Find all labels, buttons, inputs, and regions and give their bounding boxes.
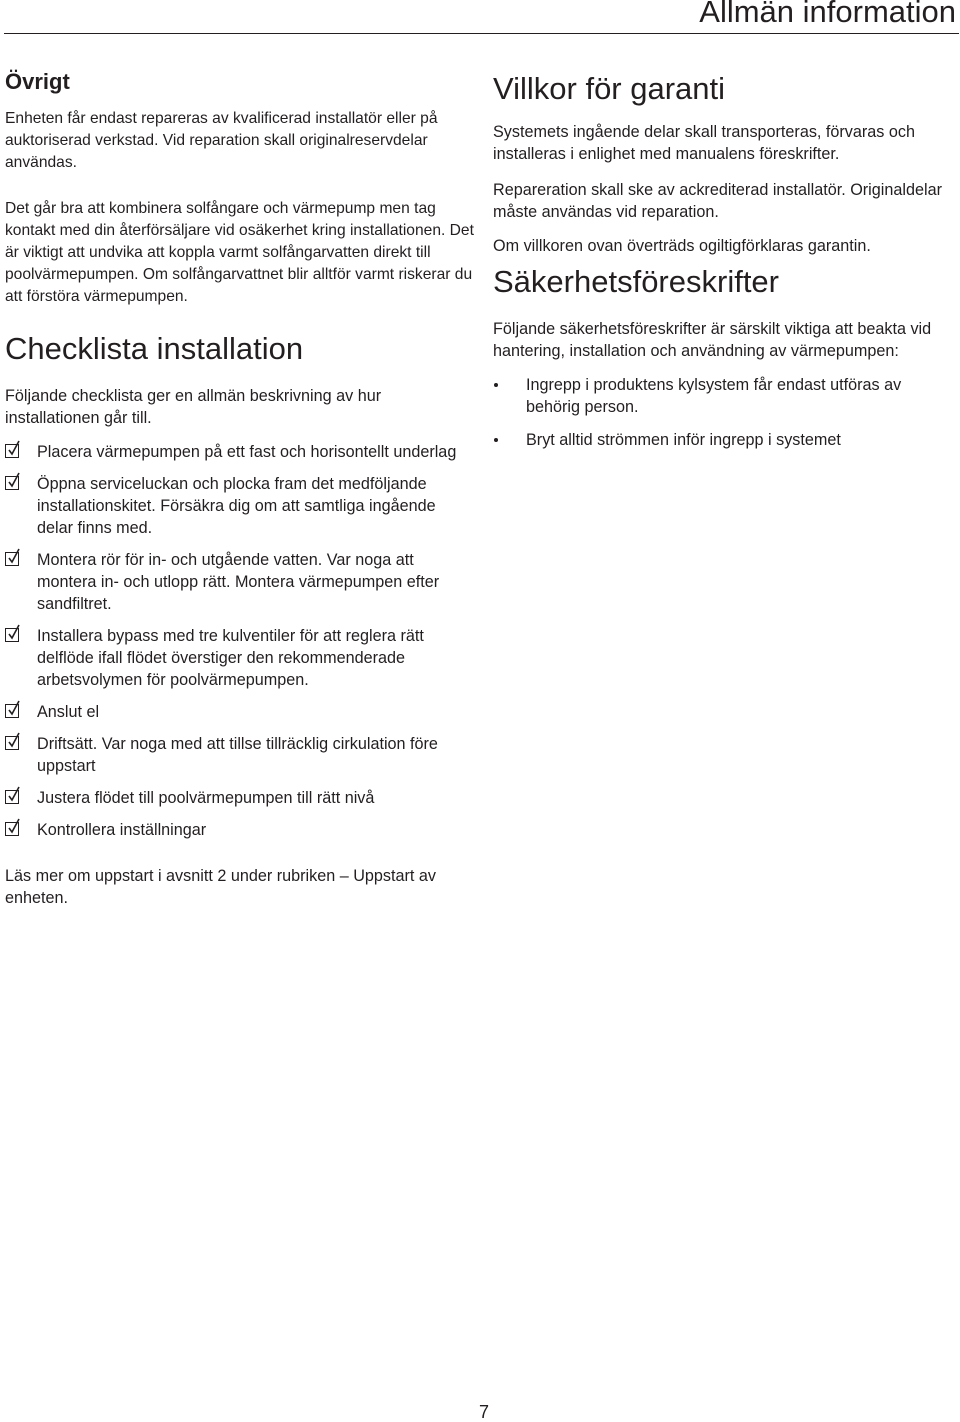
ovrigt-paragraph-1: Enheten får endast repareras av kvalificerad installatör eller på auktoriserad verkstad. Vid reparation skall originalreservdelar användas.	[5, 110, 438, 172]
bullet-icon	[494, 383, 498, 387]
checklist-item-text: Anslut el	[37, 703, 100, 722]
checklist-item-text: Öppna serviceluckan och plocka fram det medföljande installationskitet. Försäkra dig om att samtliga ingående delar finns med.	[37, 475, 436, 538]
checkbox-checked-icon	[5, 628, 19, 642]
garanti-heading: Villkor för garanti	[493, 71, 726, 106]
checkbox-checked-icon	[5, 552, 19, 566]
checkbox-checked-icon	[5, 736, 19, 750]
checklist-item	[5, 441, 475, 463]
sakerhet-heading: Säkerhetsföreskrifter	[493, 264, 779, 300]
checklist-item-text: Placera värmepumpen på ett fast och horisontellt underlag	[37, 443, 457, 462]
garanti-paragraph-3: Om villkoren ovan överträds ogiltigförklaras garantin.	[493, 237, 871, 256]
sakerhet-intro: Följande säkerhetsföreskrifter är särskilt viktiga att beakta vid hantering, installation och användning av värmepumpen:	[493, 320, 932, 361]
checklist-item	[5, 473, 475, 539]
checklista-heading: Checklista installation	[5, 331, 304, 367]
checklista-outro: Läs mer om uppstart i avsnitt 2 under rubriken – Uppstart av enheten.	[5, 867, 436, 908]
checklista-intro: Följande checklista ger en allmän beskrivning av hur installationen går till.	[5, 387, 382, 428]
header-title: Allmän information	[699, 0, 956, 29]
sakerhet-list-item-text: Ingrepp i produktens kylsystem får endast utföras av behörig person.	[526, 376, 902, 417]
sakerhet-list-item	[493, 374, 955, 418]
checklist-item-text: Installera bypass med tre kulventiler för att reglera rätt delflöde ifall flödet överstiger den rekommenderade arbetsvolymen för poolvärmepumpen.	[37, 627, 424, 690]
sakerhet-list-item-text: Bryt alltid strömmen inför ingrepp i systemet	[526, 431, 841, 450]
checklist-item	[5, 549, 475, 615]
checkbox-checked-icon	[5, 476, 19, 490]
garanti-paragraph-1: Systemets ingående delar skall transporteras, förvaras och installeras i enlighet med manualens föreskrifter.	[493, 123, 915, 164]
checklist-item-text: Kontrollera inställningar	[37, 821, 207, 840]
page-number-text: 7	[478, 1402, 489, 1422]
header-rule	[4, 33, 959, 34]
checklist-item	[5, 625, 475, 691]
sakerhet-list	[493, 374, 955, 451]
checklist	[5, 441, 475, 841]
checklist-item-text: Montera rör för in- och utgående vatten. Var noga att montera in- och utlopp rätt. Montera värmepumpen efter sandfiltret.	[37, 551, 440, 614]
checkbox-checked-icon	[5, 790, 19, 804]
checklist-item	[5, 787, 475, 809]
garanti-paragraph-2: Repareration skall ske av ackrediterad installatör. Originaldelar måste användas vid reparation.	[493, 181, 942, 222]
sakerhet-list-item	[493, 429, 955, 451]
right-column	[493, 70, 955, 462]
checklist-item-text: Driftsätt. Var noga med att tillse tillräcklig cirkulation före uppstart	[37, 735, 438, 776]
bullet-icon	[494, 438, 498, 442]
checklist-item	[5, 733, 475, 777]
page-number	[2, 1402, 960, 1422]
checkbox-checked-icon	[5, 822, 19, 836]
left-column	[5, 70, 475, 909]
checkbox-checked-icon	[5, 704, 19, 718]
checklist-item-text: Justera flödet till poolvärmepumpen till rätt nivå	[37, 789, 375, 808]
ovrigt-paragraph-2: Det går bra att kombinera solfångare och värmepump men tag kontakt med din återförsäljare vid osäkerhet kring installationen. Det är viktigt att undvika att koppla varmt solfångarvatten direkt till poolvärmepumpen. Om solfångarvattnet blir alltför varmt riskerar du att förstöra värmepumpen.	[5, 200, 474, 306]
checklist-item	[5, 819, 475, 841]
checklist-item	[5, 701, 475, 723]
checkbox-checked-icon	[5, 444, 19, 458]
ovrigt-heading: Övrigt	[5, 69, 70, 94]
